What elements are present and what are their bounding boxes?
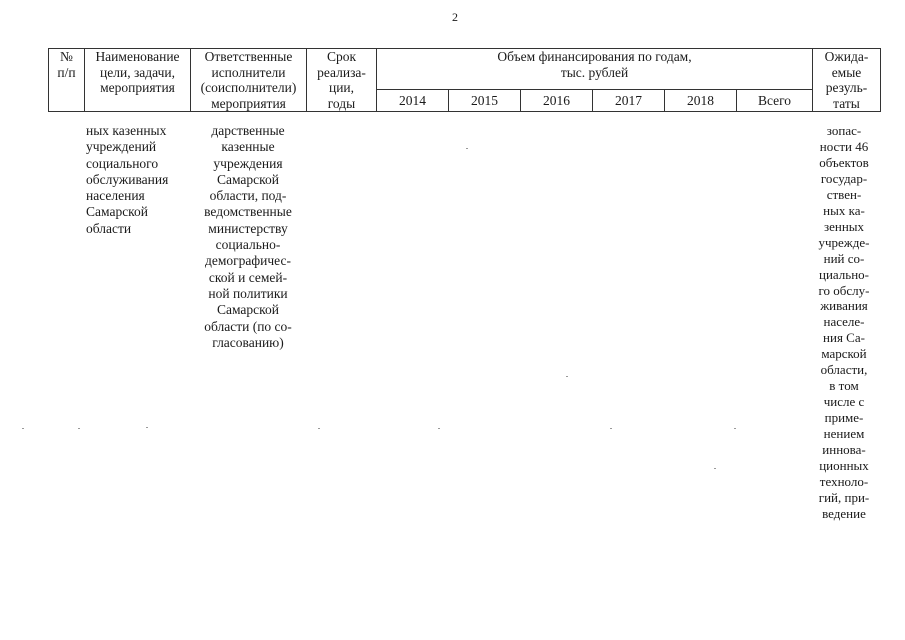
header-num: № п/п <box>49 49 85 112</box>
scan-speck <box>318 428 320 429</box>
body-responsible-text: дарственные казенные учреждения Самарской области, под- ведомственные министерству социально- демографичес- ской и семей- ной политики Самарской области (по со- гласованию) <box>204 123 292 350</box>
scan-speck <box>78 428 80 429</box>
header-responsible: Ответственные исполнители (соисполнители) мероприятия <box>191 49 307 112</box>
header-name: Наименование цели, задачи, мероприятия <box>85 49 191 112</box>
scan-speck <box>714 468 716 469</box>
header-expected: Ожида- емые резуль- таты <box>813 49 881 112</box>
header-year-2014: 2014 <box>377 89 449 111</box>
scan-speck <box>22 428 24 429</box>
header-funding: Объем финансирования по годам, тыс. рублей <box>377 49 813 90</box>
header-total: Всего <box>737 89 813 111</box>
scan-speck <box>146 427 148 428</box>
scan-speck <box>466 148 468 149</box>
body-expected-text: зопас- ности 46 объектов государ- ствен- ных ка- зенных учрежде- ний со- циально- го обслу- живания населе- ния Са- марской области, в том числе с приме- нением иннова- ционных техноло- гий, при- ведение <box>818 123 870 521</box>
header-table <box>48 48 881 112</box>
header-year-2017: 2017 <box>593 89 665 111</box>
body-name-text: ных казенных учреждений социального обслуживания населения Самарской области <box>86 123 169 236</box>
scan-speck <box>610 428 612 429</box>
scan-speck <box>566 376 568 377</box>
header-term: Срок реализа- ции, годы <box>307 49 377 112</box>
scan-speck <box>438 428 440 429</box>
header-year-2016: 2016 <box>521 89 593 111</box>
scan-speck <box>734 428 736 429</box>
page-number: 2 <box>452 10 458 24</box>
header-year-2015: 2015 <box>449 89 521 111</box>
header-year-2018: 2018 <box>665 89 737 111</box>
